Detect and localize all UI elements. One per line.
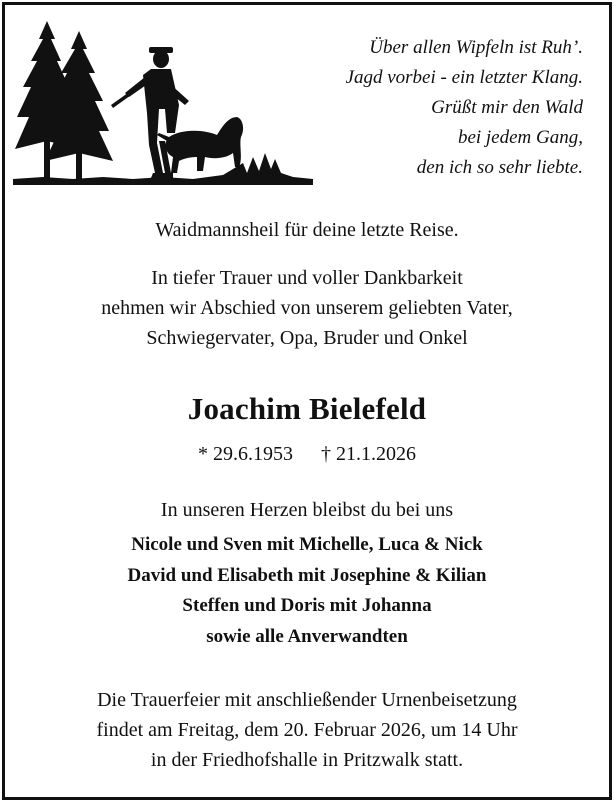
poem (346, 33, 583, 183)
poem-line: Jagd vorbei - ein letzter Klang. (345, 67, 583, 88)
family-line: sowie alle Anverwandten (206, 625, 408, 647)
poem-line: bei jedem Gang, (457, 127, 583, 148)
service-line: Die Trauerfeier mit anschließender Urnenbeisetzung (97, 689, 517, 711)
birth-date: * 29.6.1953 (198, 443, 293, 465)
intro-line: Schwiegervater, Opa, Bruder und Onkel (146, 327, 468, 349)
obituary-card (2, 2, 612, 800)
family-line: Steffen und Doris mit Johanna (182, 595, 432, 616)
service-line: findet am Freitag, dem 20. Februar 2026, um 14 Uhr (96, 719, 518, 741)
poem-line: Grüßt mir den Wald (431, 97, 583, 118)
death-date: † 21.1.2026 (321, 443, 416, 465)
family-list (5, 530, 609, 652)
family-line: David und Elisabeth mit Josephine & Kilian (127, 564, 487, 586)
poem-line: den ich so sehr liebte. (416, 157, 583, 178)
deceased-name: Joachim Bielefeld (187, 391, 427, 426)
service-line: in der Friedhofshalle in Pritzwalk statt. (150, 749, 464, 771)
poem-line: Über allen Wipfeln ist Ruh’. (369, 37, 583, 58)
life-dates (5, 443, 609, 466)
hunter-silhouette-illustration (13, 13, 313, 193)
family-line: Nicole und Sven mit Michelle, Luca & Nick (131, 534, 483, 555)
intro-line: nehmen wir Abschied von unserem geliebten Vater, (101, 297, 513, 319)
intro-text (5, 263, 609, 353)
hunting-farewell: Waidmannsheil für deine letzte Reise. (155, 219, 459, 241)
intro-line: In tiefer Trauer und voller Dankbarkeit (151, 267, 463, 289)
family-intro: In unseren Herzen bleibst du bei uns (160, 499, 454, 521)
service-info (5, 685, 609, 775)
